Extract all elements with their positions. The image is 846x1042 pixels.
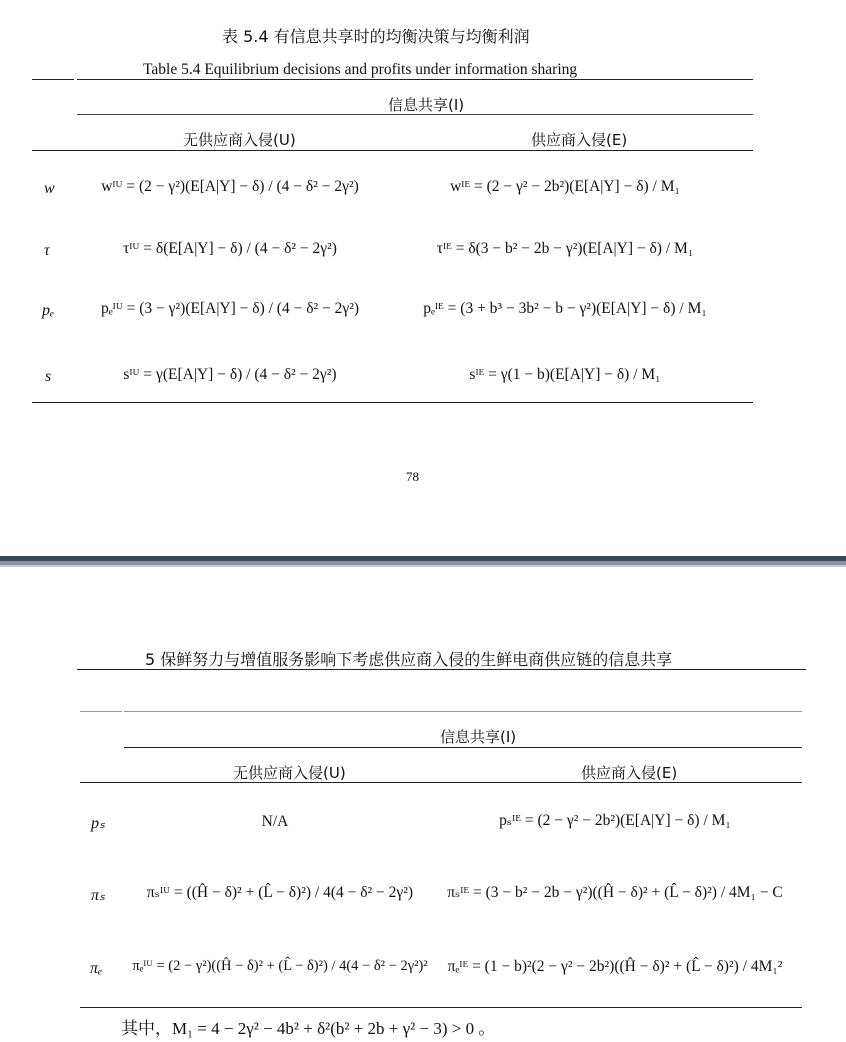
row-label-w: w bbox=[44, 180, 55, 197]
chapter-header-rule bbox=[77, 669, 806, 670]
table2-header-group-info-sharing: 信息共享(I) bbox=[440, 728, 517, 746]
row-label-tau: τ bbox=[44, 242, 50, 259]
formula-ps-encroachment: pₛᴵᴱ = (2 − γ² − 2b²)(E[A|Y] − δ) / M₁ bbox=[499, 812, 731, 829]
formula-s-encroachment: sᴵᴱ = γ(1 − b)(E[A|Y] − δ) / M₁ bbox=[469, 366, 661, 383]
row-label-pi-e: πₑ bbox=[90, 960, 103, 977]
column-header-no-encroachment: 无供应商入侵(U) bbox=[183, 131, 296, 149]
footer-note-m1-definition: 其中，M₁ = 4 − 2γ² − 4b² + δ²(b² + 2b + γ² − 3) > 0 。 bbox=[121, 1019, 496, 1038]
table2-column-header-no-encroachment: 无供应商入侵(U) bbox=[233, 764, 346, 782]
row-label-pe: pₑ bbox=[42, 302, 55, 319]
header-bottom-rule bbox=[32, 150, 753, 151]
formula-pi-s-encroachment: πₛᴵᴱ = (3 − b² − 2b − γ²)((Ĥ − δ)² + (L̂ − δ)²) / 4M₁ − C bbox=[447, 884, 783, 901]
row-label-ps: pₛ bbox=[91, 815, 105, 832]
table2-bottom-rule bbox=[80, 1007, 802, 1008]
formula-tau-no-encroachment: τᴵᵁ = δ(E[A|Y] − δ) / (4 − δ² − 2γ²) bbox=[123, 240, 337, 257]
table2-top-rule-right bbox=[124, 711, 802, 712]
table-top-rule-right bbox=[77, 79, 753, 80]
header-group-rule bbox=[77, 114, 753, 115]
formula-tau-encroachment: τᴵᴱ = δ(3 − b² − 2b − γ²)(E[A|Y] − δ) / M₁ bbox=[436, 240, 694, 257]
table2-column-header-encroachment: 供应商入侵(E) bbox=[581, 764, 678, 782]
formula-pi-e-encroachment: πₑᴵᴱ = (1 − b)²(2 − γ² − 2b²)((Ĥ − δ)² + (L̂ − δ)²) / 4M₁² bbox=[447, 958, 783, 975]
column-header-encroachment: 供应商入侵(E) bbox=[531, 131, 628, 149]
formula-w-encroachment: wᴵᴱ = (2 − γ² − 2b²)(E[A|Y] − δ) / M₁ bbox=[450, 178, 680, 195]
table2-top-rule-left bbox=[80, 711, 122, 712]
formula-pi-s-no-encroachment: πₛᴵᵁ = ((Ĥ − δ)² + (L̂ − δ)²) / 4(4 − δ² − 2γ²) bbox=[146, 884, 414, 901]
table-caption-cn: 表 5.4 有信息共享时的均衡决策与均衡利润 bbox=[222, 27, 530, 46]
table2-header-group-rule bbox=[124, 747, 802, 748]
formula-pi-e-no-encroachment: πₑᴵᵁ = (2 − γ²)((Ĥ − δ)² + (L̂ − δ)²) / 4(4 − δ² − 2γ²)² bbox=[132, 958, 428, 974]
formula-w-no-encroachment: wᴵᵁ = (2 − γ²)(E[A|Y] − δ) / (4 − δ² − 2γ²) bbox=[101, 178, 359, 195]
table2-header-bottom-rule bbox=[80, 782, 802, 783]
formula-ps-no-encroachment: N/A bbox=[261, 813, 289, 830]
row-label-pi-s: πₛ bbox=[91, 887, 105, 904]
chapter-header: 5 保鲜努力与增值服务影响下考虑供应商入侵的生鲜电商供应链的信息共享 bbox=[145, 650, 673, 669]
formula-s-no-encroachment: sᴵᵁ = γ(E[A|Y] − δ) / (4 − δ² − 2γ²) bbox=[123, 366, 337, 383]
header-group-info-sharing: 信息共享(I) bbox=[388, 96, 465, 114]
formula-pe-no-encroachment: pₑᴵᵁ = (3 − γ²)(E[A|Y] − δ) / (4 − δ² − 2γ²) bbox=[100, 300, 360, 317]
table-top-rule-left bbox=[32, 79, 74, 80]
table-caption-en: Table 5.4 Equilibrium decisions and profits under information sharing bbox=[143, 61, 578, 78]
page-divider-shadow bbox=[0, 565, 846, 567]
table-bottom-rule bbox=[32, 402, 753, 403]
row-label-s: s bbox=[45, 368, 52, 385]
page-number: 78 bbox=[406, 469, 419, 484]
formula-pe-encroachment: pₑᴵᴱ = (3 + b³ − 3b² − b − γ²)(E[A|Y] − δ) / M₁ bbox=[423, 300, 707, 317]
